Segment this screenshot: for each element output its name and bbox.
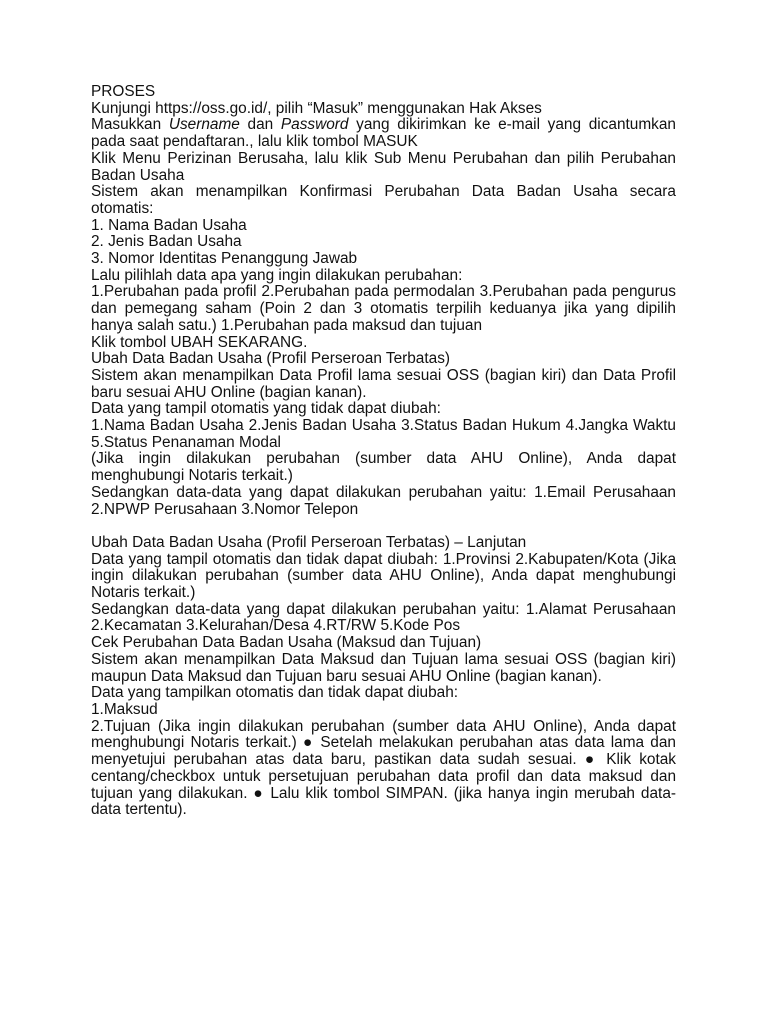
paragraph-show-profile: Sistem akan menampilkan Data Profil lama sesuai OSS (bagian kiri) dan Data Profil baru sesuai AHU Online (bagian kanan). — [91, 366, 676, 401]
item-maksud: 1.Maksud — [91, 701, 158, 718]
paragraph-click-change: Klik tombol UBAH SEKARANG. — [91, 333, 308, 351]
paragraph-login — [91, 117, 676, 150]
username-term: Username — [168, 116, 240, 134]
document-page — [91, 84, 676, 819]
paragraph-options: 1.Perubahan pada profil 2.Perubahan pada permodalan 3.Perubahan pada pengurus dan pemegang saham (Poin 2 dan 3 otomatis terpilih keduanya jika yang dipilih hanya salah satu.) 1.Perubahan pada maksud dan tujuan — [91, 283, 676, 334]
confirm-item-2: 2. Jenis Badan Usaha — [91, 233, 242, 251]
login-text-1: Masukkan — [91, 116, 169, 134]
paragraph-choose: Lalu pilihlah data apa yang ingin dilakukan perubahan: — [91, 266, 463, 284]
section-title-profile: Ubah Data Badan Usaha (Profil Perseroan Terbatas) — [91, 350, 451, 368]
section-title-purpose: Cek Perubahan Data Badan Usaha (Maksud dan Tujuan) — [91, 634, 482, 652]
section-title-profile-continued: Ubah Data Badan Usaha (Profil Perseroan Terbatas) – Lanjutan — [91, 533, 527, 551]
paragraph-menu: Klik Menu Perizinan Berusaha, lalu klik Sub Menu Perubahan dan pilih Perubahan Badan Usaha — [91, 149, 676, 184]
paragraph-auto-fixed-3: Data yang tampilkan otomatis dan tidak dapat diubah: — [91, 684, 459, 702]
paragraph-changeable: Sedangkan data-data yang dapat dilakukan perubahan yaitu: 1.Email Perusahaan 2.NPWP Perusahaan 3.Nomor Telepon — [91, 483, 676, 518]
paragraph-confirmation: Sistem akan menampilkan Konfirmasi Perubahan Data Badan Usaha secara otomatis: — [91, 183, 676, 217]
confirm-item-3: 3. Nomor Identitas Penanggung Jawab — [91, 250, 358, 268]
paragraph-auto-fixed: Data yang tampil otomatis yang tidak dapat diubah: — [91, 400, 441, 418]
heading-proses: PROSES — [91, 83, 156, 100]
paragraph-auto-fixed-list: 1.Nama Badan Usaha 2.Jenis Badan Usaha 3.Status Badan Hukum 4.Jangka Waktu 5.Status Penanaman Modal — [91, 417, 676, 451]
paragraph-changeable-2: Sedangkan data-data yang dapat dilakukan perubahan yaitu: 1.Alamat Perusahaan 2.Kecamatan 3.Kelurahan/Desa 4.RT/RW 5.Kode Pos — [91, 600, 676, 635]
paragraph-note-notary: (Jika ingin dilakukan perubahan (sumber data AHU Online), Anda dapat menghubungi Notaris terkait.) — [91, 450, 676, 485]
password-term: Password — [280, 116, 349, 134]
login-text-2: dan — [239, 116, 281, 134]
paragraph-visit-oss: Kunjungi https://oss.go.id/, pilih “Masuk” menggunakan Hak Akses — [91, 99, 542, 117]
login-text-3: yang dikirimkan ke e-mail yang dicantumkan pada saat pendaftaran., lalu klik tombol MASUK — [91, 116, 676, 151]
item-tujuan: 2.Tujuan (Jika ingin dilakukan perubahan (sumber data AHU Online), Anda dapat menghubungi Notaris terkait.) ● Setelah melakukan perubahan atas data lama dan menyetujui perubahan atas data baru, pastikan data sudah sesuai. ● Klik kotak centang/checkbox untuk persetujuan perubahan data profil dan data maksud dan tujuan yang dilakukan. ● Lalu klik tombol SIMPAN. (jika hanya ingin merubah data-data tertentu). — [91, 717, 676, 819]
paragraph-show-purpose: Sistem akan menampilkan Data Maksud dan Tujuan lama sesuai OSS (bagian kiri) maupun Data Maksud dan Tujuan baru sesuai AHU Online (bagian kanan). — [91, 650, 676, 685]
paragraph-auto-fixed-2: Data yang tampil otomatis dan tidak dapat diubah: 1.Provinsi 2.Kabupaten/Kota (Jika ingin dilakukan perubahan (sumber data AHU Online), Anda dapat menghubungi Notaris terkait.) — [91, 550, 676, 602]
confirm-item-1: 1. Nama Badan Usaha — [91, 216, 247, 234]
blank-line — [91, 518, 676, 535]
